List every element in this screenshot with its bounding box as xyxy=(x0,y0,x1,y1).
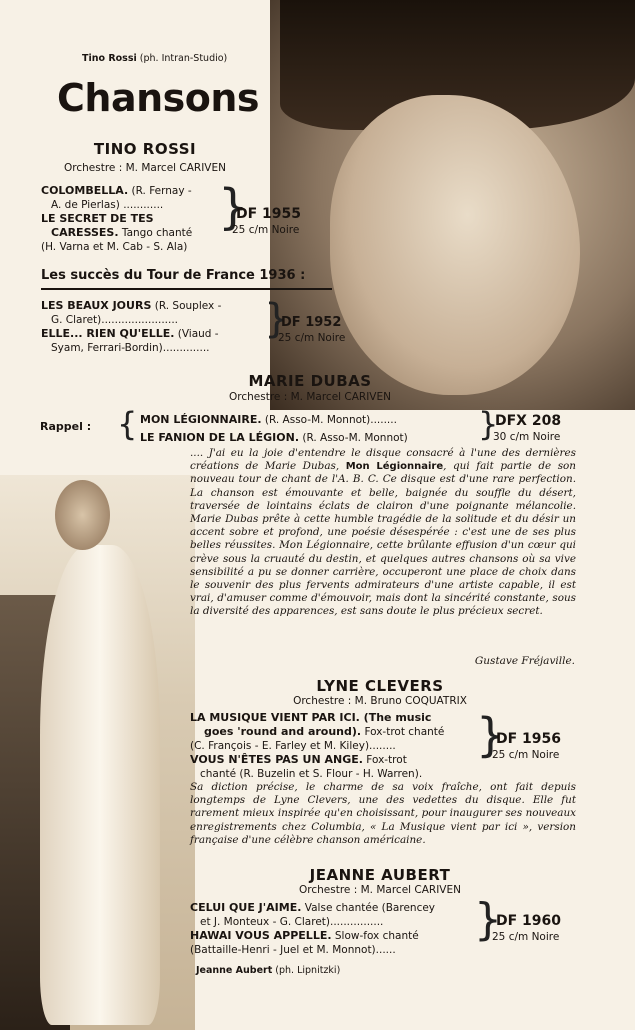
track-line: VOUS N'ÊTES PAS UN ANGE. Fox-trot xyxy=(190,753,407,766)
format-aubert: 25 c/m Noire xyxy=(492,931,560,943)
tour-heading: Les succès du Tour de France 1936 : xyxy=(41,268,306,283)
track-line: et J. Monteux - G. Claret)................ xyxy=(200,916,384,928)
ref-tour: DF 1952 xyxy=(281,315,342,330)
track-line: LA MUSIQUE VIENT PAR ICI. (The music xyxy=(190,711,432,724)
review-clevers: Sa diction précise, le charme de sa voix fraîche, ont fait depuis longtemps de Lyne Clevers, une des vedettes du disque. Elle fut rarement mieux inspirée qu'en choisissant, pour inaugurer ses nouveaux enregistrements chez Columbia, « La Musique vient par ici », version française d'une célèbre chanson américaine. xyxy=(190,781,576,846)
review-dubas: .... J'ai eu la joie d'entendre le disque consacré à l'une des dernières créations de Marie Dubas, Mon Légionnaire, qui fait partie de son nouveau tour de chant de l'A. B. C. Ce disque est d'une rare perfection. La chanson est émouvante et belle, baignée du souffle du désert, traversée de lointains éclats de clairon d'une poignante mélancolie. Marie Dubas prête à cette humble tragédie de la solitude et du désir un accent sobre et profond, une poésie désespérée : c'est une de ses plus belles réussites. Mon Légionnaire, cette brûlante effusion d'un cœur qui crève sous la cruauté du destin, et quelques autres chansons où sa vive sensibilité a pu se donner carrière, occuperont une place de choix dans le souvenir des plus fervents admirateurs d'une artiste capable, il est vrai, d'amuser comme d'émouvoir, mais dont la sincérité constante, sous la diversité des apparences, est sans doute le plus précieux secret. xyxy=(190,447,576,618)
track-line: (C. François - E. Farley et M. Kiley)........ xyxy=(190,740,396,752)
ref-rossi: DF 1955 xyxy=(236,206,302,222)
format-clevers: 25 c/m Noire xyxy=(492,749,560,761)
brace: } xyxy=(264,296,290,342)
track-line: LE FANION DE LA LÉGION. (R. Asso-M. Monnot) xyxy=(140,431,408,444)
photo-credit-aubert: Jeanne Aubert (ph. Lipnitzki) xyxy=(196,965,341,976)
format-rossi: 25 c/m Noire xyxy=(232,224,300,236)
photo-head xyxy=(55,480,110,550)
ref-dubas: DFX 208 xyxy=(495,413,562,429)
ref-clevers: DF 1956 xyxy=(496,731,562,747)
brace: } xyxy=(478,405,499,443)
track-line: COLOMBELLA. (R. Fernay - xyxy=(41,184,192,197)
ref-aubert: DF 1960 xyxy=(496,913,562,929)
track-line: LES BEAUX JOURS (R. Souplex - xyxy=(41,299,222,312)
rappel-label: Rappel : xyxy=(40,420,92,433)
tracklist-clevers xyxy=(190,711,444,781)
photo-face xyxy=(330,95,580,395)
track-line: (Battaille-Henri - Juel et M. Monnot)...... xyxy=(190,944,396,956)
track-line: CARESSES. Tango chanté xyxy=(51,226,193,239)
page-title: Chansons xyxy=(57,76,260,120)
tracklist-aubert xyxy=(190,901,435,957)
tracklist-tour xyxy=(41,299,221,355)
track-line: goes 'round and around). Fox-trot chanté xyxy=(204,725,445,738)
photo-jeanne-aubert xyxy=(0,475,195,1030)
divider xyxy=(41,288,332,290)
track-line: (H. Varna et M. Cab - S. Ala) xyxy=(41,241,188,253)
brace: { xyxy=(117,405,138,443)
track-line: ELLE... RIEN QU'ELLE. (Viaud - xyxy=(41,327,219,340)
track-line: A. de Pierlas) ............ xyxy=(51,199,164,211)
tracklist-dubas xyxy=(140,413,408,445)
artist-clevers: LYNE CLEVERS xyxy=(316,677,444,695)
track-line: CELUI QUE J'AIME. Valse chantée (Barencey xyxy=(190,901,436,914)
brace: } xyxy=(476,708,506,762)
artist-rossi: TINO ROSSI xyxy=(93,140,197,158)
brace: } xyxy=(218,179,249,235)
track-line: HAWAI VOUS APPELLE. Slow-fox chanté xyxy=(190,929,419,942)
photo-tino-rossi xyxy=(270,0,635,410)
photo-credit-rossi: Tino Rossi (ph. Intran-Studio) xyxy=(82,53,228,64)
track-line: chanté (R. Buzelin et S. Flour - H. Warren). xyxy=(200,768,423,780)
format-tour: 25 c/m Noire xyxy=(278,332,346,344)
track-line: LE SECRET DE TES xyxy=(41,212,154,225)
brace: } xyxy=(474,894,502,945)
track-line: MON LÉGIONNAIRE. (R. Asso-M. Monnot)........ xyxy=(140,413,397,426)
orchestra-aubert: Orchestre : M. Marcel CARIVEN xyxy=(299,884,461,896)
artist-aubert: JEANNE AUBERT xyxy=(309,866,451,884)
tracklist-rossi xyxy=(41,184,192,254)
orchestra-dubas: Orchestre : M. Marcel CARIVEN xyxy=(229,391,391,403)
format-dubas: 30 c/m Noire xyxy=(493,431,561,443)
review-signature: Gustave Fréjaville. xyxy=(474,655,575,667)
track-line: Syam, Ferrari-Bordin).............. xyxy=(51,342,210,354)
artist-dubas: MARIE DUBAS xyxy=(248,372,372,390)
orchestra-clevers: Orchestre : M. Bruno COQUATRIX xyxy=(293,695,467,707)
orchestra-rossi: Orchestre : M. Marcel CARIVEN xyxy=(64,162,226,174)
track-line: G. Claret)....................... xyxy=(51,314,179,326)
photo-gown xyxy=(40,545,160,1025)
